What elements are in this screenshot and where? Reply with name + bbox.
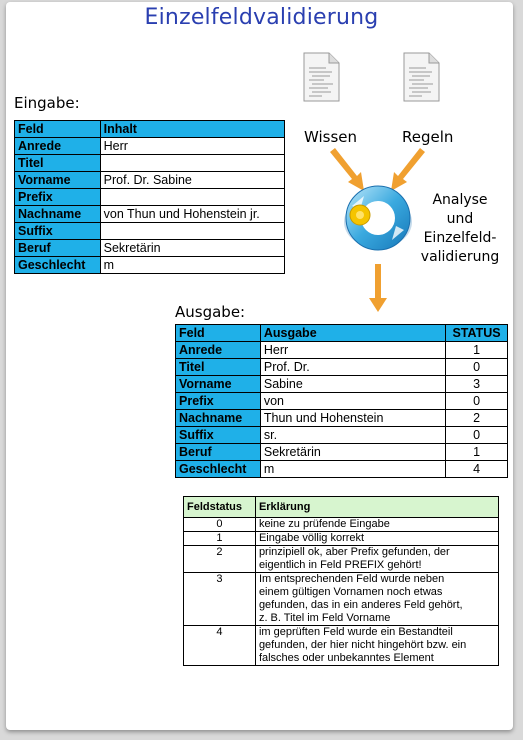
input-field-value: Sekretärin bbox=[100, 240, 284, 257]
legend-row bbox=[184, 626, 499, 666]
input-field-name: Geschlecht bbox=[15, 257, 101, 274]
legend-explanation bbox=[255, 532, 498, 546]
output-field-name: Geschlecht bbox=[176, 461, 261, 478]
input-col-content: Inhalt bbox=[100, 121, 284, 138]
page-title: Einzelfeldvalidierung bbox=[144, 5, 379, 30]
legend-col-status: Feldstatus bbox=[184, 497, 256, 518]
status-legend-table bbox=[183, 496, 499, 666]
output-field-name: Titel bbox=[176, 359, 261, 376]
output-field-value: m bbox=[260, 461, 445, 478]
legend-explanation bbox=[255, 573, 498, 626]
output-field-value: Thun und Hohenstein bbox=[260, 410, 445, 427]
input-field-value: von Thun und Hohenstein jr. bbox=[100, 206, 284, 223]
legend-header-row bbox=[184, 497, 499, 518]
arrow-from-knowledge bbox=[330, 148, 364, 191]
legend-explanation-line: gefunden, das in ein anderes Feld gehört, bbox=[258, 599, 463, 611]
legend-status-code: 2 bbox=[184, 546, 256, 573]
output-heading: Ausgabe: bbox=[175, 303, 246, 321]
legend-explanation-line: im geprüften Feld wurde ein Bestandteil bbox=[258, 626, 453, 638]
legend-explanation-line: keine zu prüfende Eingabe bbox=[258, 518, 390, 530]
arrow-to-output bbox=[369, 264, 387, 312]
output-row bbox=[176, 427, 508, 444]
output-status-value: 4 bbox=[446, 461, 508, 478]
legend-explanation-line: Eingabe völlig korrekt bbox=[258, 532, 365, 544]
output-row bbox=[176, 342, 508, 359]
output-row bbox=[176, 359, 508, 376]
output-col-status: STATUS bbox=[446, 325, 508, 342]
output-status-value: 1 bbox=[446, 342, 508, 359]
output-field-name: Anrede bbox=[176, 342, 261, 359]
legend-row bbox=[184, 573, 499, 626]
legend-status-code: 0 bbox=[184, 518, 256, 532]
input-field-name: Suffix bbox=[15, 223, 101, 240]
output-field-value: von bbox=[260, 393, 445, 410]
input-field-value: m bbox=[100, 257, 284, 274]
input-field-value: Prof. Dr. Sabine bbox=[100, 172, 284, 189]
output-field-name: Prefix bbox=[176, 393, 261, 410]
output-row bbox=[176, 410, 508, 427]
output-table bbox=[175, 324, 508, 478]
output-field-value: Prof. Dr. bbox=[260, 359, 445, 376]
input-field-name: Nachname bbox=[15, 206, 101, 223]
arrow-from-rules bbox=[391, 148, 425, 191]
input-field-value: Herr bbox=[100, 138, 284, 155]
legend-explanation-line: falsches oder unbekanntes Element bbox=[258, 652, 434, 664]
legend-explanation-line: prinzipiell ok, aber Prefix gefunden, der bbox=[258, 546, 450, 558]
legend-explanation-line: gefunden, der hier nicht hingehört bzw. ein bbox=[258, 639, 467, 651]
analysis-label: Analyse und Einzelfeld- validierung bbox=[420, 192, 500, 265]
input-field-name: Beruf bbox=[15, 240, 101, 257]
legend-status-code: 4 bbox=[184, 626, 256, 666]
output-field-name: Beruf bbox=[176, 444, 261, 461]
output-status-value: 0 bbox=[446, 427, 508, 444]
output-field-value: Herr bbox=[260, 342, 445, 359]
rules-label: Regeln bbox=[402, 128, 454, 146]
output-field-name: Vorname bbox=[176, 376, 261, 393]
legend-row bbox=[184, 546, 499, 573]
output-col-field: Feld bbox=[176, 325, 261, 342]
legend-status-code: 1 bbox=[184, 532, 256, 546]
legend-row bbox=[184, 532, 499, 546]
output-status-value: 0 bbox=[446, 393, 508, 410]
knowledge-label: Wissen bbox=[304, 128, 358, 146]
input-field-name: Titel bbox=[15, 155, 101, 172]
legend-row bbox=[184, 518, 499, 532]
legend-explanation bbox=[255, 546, 498, 573]
output-row bbox=[176, 461, 508, 478]
output-header-row bbox=[176, 325, 508, 342]
output-row bbox=[176, 393, 508, 410]
input-col-field: Feld bbox=[15, 121, 101, 138]
legend-explanation-line: Im entsprechenden Feld wurde neben bbox=[258, 573, 445, 585]
legend-explanation-line: z. B. Titel im Feld Vorname bbox=[258, 612, 391, 624]
analysis-cycle-icon bbox=[344, 186, 412, 250]
input-field-name: Anrede bbox=[15, 138, 101, 155]
legend-col-explanation: Erklärung bbox=[255, 497, 498, 518]
output-field-value: sr. bbox=[260, 427, 445, 444]
output-status-value: 3 bbox=[446, 376, 508, 393]
output-status-value: 2 bbox=[446, 410, 508, 427]
input-heading: Eingabe: bbox=[14, 94, 80, 112]
legend-explanation bbox=[255, 518, 498, 532]
legend-explanation-line: eigentlich in Feld PREFIX gehört! bbox=[258, 559, 422, 571]
output-col-output: Ausgabe bbox=[260, 325, 445, 342]
output-status-value: 1 bbox=[446, 444, 508, 461]
legend-explanation bbox=[255, 626, 498, 666]
output-field-value: Sekretärin bbox=[260, 444, 445, 461]
legend-explanation-line: einem gültigen Vornamen noch etwas bbox=[258, 586, 443, 598]
input-field-name: Prefix bbox=[15, 189, 101, 206]
output-status-value: 0 bbox=[446, 359, 508, 376]
output-row bbox=[176, 444, 508, 461]
output-field-name: Nachname bbox=[176, 410, 261, 427]
output-field-value: Sabine bbox=[260, 376, 445, 393]
output-field-name: Suffix bbox=[176, 427, 261, 444]
legend-status-code: 3 bbox=[184, 573, 256, 626]
input-field-name: Vorname bbox=[15, 172, 101, 189]
output-row bbox=[176, 376, 508, 393]
